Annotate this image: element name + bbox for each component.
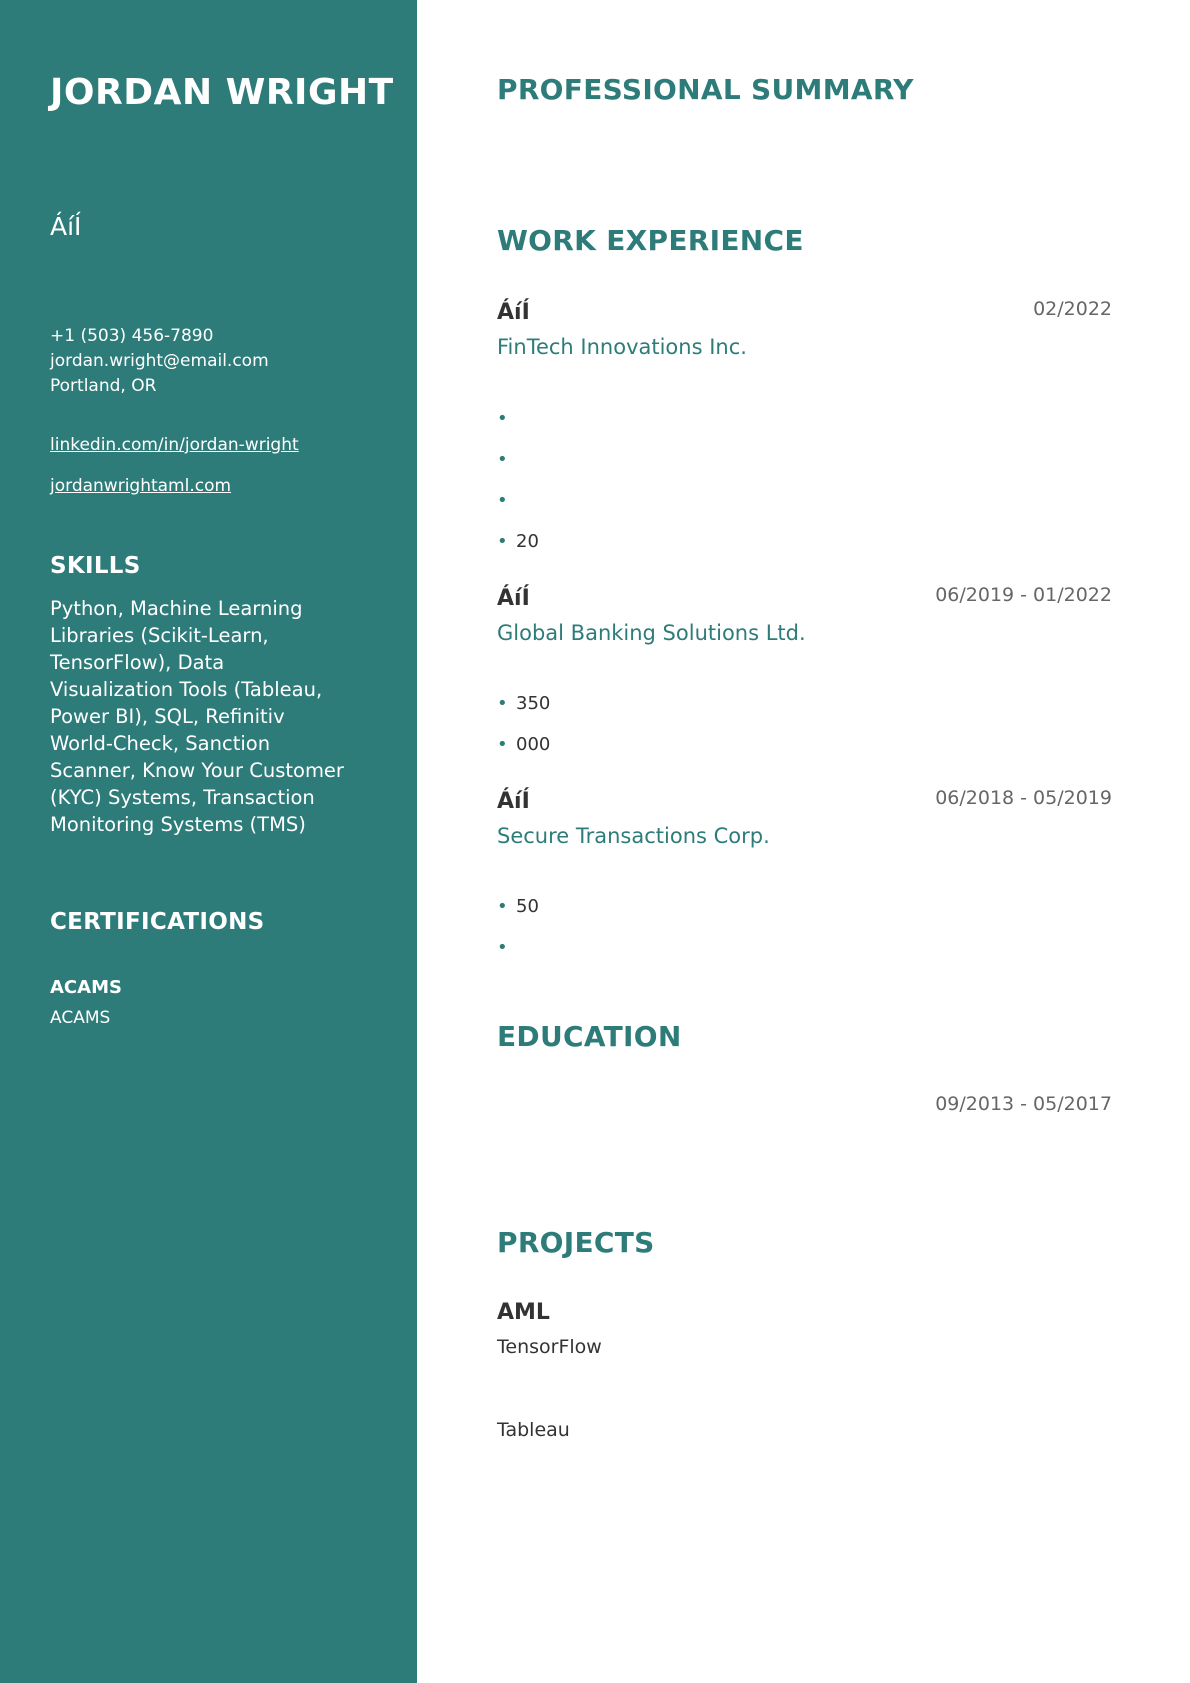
project-description: TensorFlow — [497, 1336, 602, 1358]
job-date: 06/2019 - 01/2022 — [935, 584, 1112, 606]
job-bullet: • 20 — [497, 531, 539, 552]
job-bullet: • 000 — [497, 734, 551, 755]
website-link[interactable]: jordanwrightaml.com — [50, 476, 232, 496]
job-bullet: • 50 — [497, 896, 539, 917]
phone-number: +1 (503) 456-7890 — [50, 326, 214, 346]
certifications-heading: CERTIFICATIONS — [50, 909, 265, 935]
company-name: Global Banking Solutions Ltd. — [497, 621, 806, 645]
job-bullet: • — [497, 937, 508, 958]
job-date: 06/2018 - 05/2019 — [935, 787, 1112, 809]
job-bullet: • — [497, 408, 508, 429]
job-title: ÁíÍ — [497, 586, 530, 611]
education-heading: EDUCATION — [497, 1020, 682, 1053]
project-name: AML — [497, 1300, 550, 1325]
projects-heading: PROJECTS — [497, 1226, 655, 1259]
candidate-name: JORDAN WRIGHT — [50, 72, 394, 113]
job-bullet: • — [497, 490, 508, 511]
certification-name: ACAMS — [50, 977, 122, 998]
linkedin-link[interactable]: linkedin.com/in/jordan-wright — [50, 435, 299, 455]
experience-heading: WORK EXPERIENCE — [497, 224, 804, 257]
certification-issuer: ACAMS — [50, 1008, 111, 1028]
company-name: FinTech Innovations Inc. — [497, 335, 747, 359]
skills-list: Python, Machine Learning Libraries (Scikit-Learn, TensorFlow), Data Visualization Tools (Tableau, Power BI), SQL, Refinitiv World-Check, Sanction Scanner, Know Your Customer (KYC) Systems, Transaction Monitoring Systems (TMS) — [50, 597, 344, 836]
job-bullet: • — [497, 449, 508, 470]
education-date: 09/2013 - 05/2017 — [935, 1093, 1112, 1115]
skills-heading: SKILLS — [50, 553, 141, 579]
company-name: Secure Transactions Corp. — [497, 824, 770, 848]
candidate-title: ÁíÍ — [50, 212, 82, 241]
main-content — [497, 0, 1112, 1683]
email-address: jordan.wright@email.com — [50, 351, 269, 371]
job-date: 02/2022 — [1033, 298, 1112, 320]
job-bullet: • 350 — [497, 693, 551, 714]
project-description: Tableau — [497, 1419, 570, 1441]
job-title: ÁíÍ — [497, 300, 530, 325]
job-title: ÁíÍ — [497, 789, 530, 814]
sidebar — [0, 0, 417, 1683]
location: Portland, OR — [50, 376, 157, 396]
summary-heading: PROFESSIONAL SUMMARY — [497, 73, 914, 106]
